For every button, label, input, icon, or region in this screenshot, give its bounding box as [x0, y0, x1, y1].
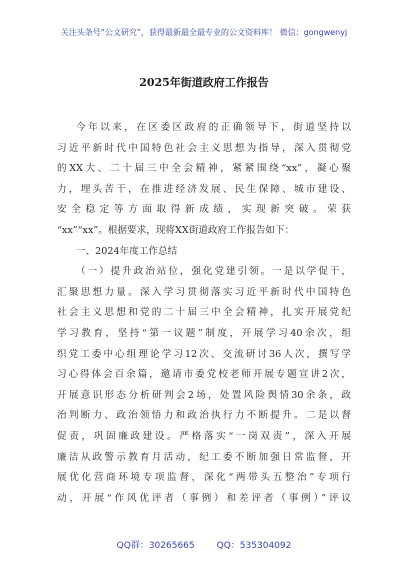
section-heading: 一、2024年度工作总结 — [76, 245, 178, 257]
footer-contact — [0, 538, 408, 551]
document-body — [57, 118, 351, 509]
body-line: 促责，巩固廉政建设。严格落实“一岗双责”，深入开展 — [57, 430, 351, 442]
body-line: 学习教育，坚持“第一议题”制度，开展学习40余次，组 — [57, 327, 351, 339]
body-line: 治判断力、政治领悟力和政治执行力不断提升。二是以督 — [57, 410, 351, 422]
body-line: “xx”“xx”。根据要求，现将XX街道政府工作报告如下： — [57, 224, 295, 236]
footer-qq: QQ：535304092 — [216, 541, 292, 551]
body-line: 的XX大、二十届三中全会精神，紧紧围绕“xx”，凝心聚 — [57, 163, 351, 175]
body-line: 安全稳定等方面取得新成绩，实现新突破。荣获 — [57, 204, 351, 216]
header-notice: 关注头条号“公文研究”，获得最新最全最专业的公文资料库！ 微信：gongwenyj — [60, 28, 348, 37]
body-line: （一）提升政治站位，强化党建引领。一是以学促干， — [76, 266, 351, 278]
footer-qq-group: QQ群：30265665 — [116, 541, 195, 551]
body-line: 习心得体会百余篇，邀请市委党校老师开展专题宣讲2次， — [57, 369, 351, 381]
body-line: 展优化营商环境专项监督，深化“两带头五整治”专项行 — [57, 472, 351, 484]
body-line: 社会主义思想和党的二十届三中全会精神，扎实开展党纪 — [57, 307, 351, 319]
body-line: 廉洁从政警示教育月活动，纪工委不断加强日常监督，开 — [57, 451, 351, 463]
body-line: 习近平新时代中国特色社会主义思想为指导，深入贯彻党 — [57, 142, 351, 154]
document-title: 2025年街道政府工作报告 — [139, 76, 269, 89]
body-line: 动，开展“作风优评者（事例）和差评者（事例）”评议 — [57, 492, 351, 504]
body-line: 力，埋头苦干，在推进经济发展、民生保障、城市建设、 — [57, 183, 351, 195]
body-line: 汇聚思想力量。深入学习贯彻落实习近平新时代中国特色 — [57, 286, 351, 298]
body-line: 开展意识形态分析研判会2场，处置风险舆情30余条，政 — [57, 389, 351, 401]
body-line: 织党工委中心组理论学习12次、交流研讨36人次，撰写学 — [57, 348, 351, 360]
body-line: 今年以来，在区委区政府的正确领导下，街道坚持以 — [76, 122, 351, 133]
